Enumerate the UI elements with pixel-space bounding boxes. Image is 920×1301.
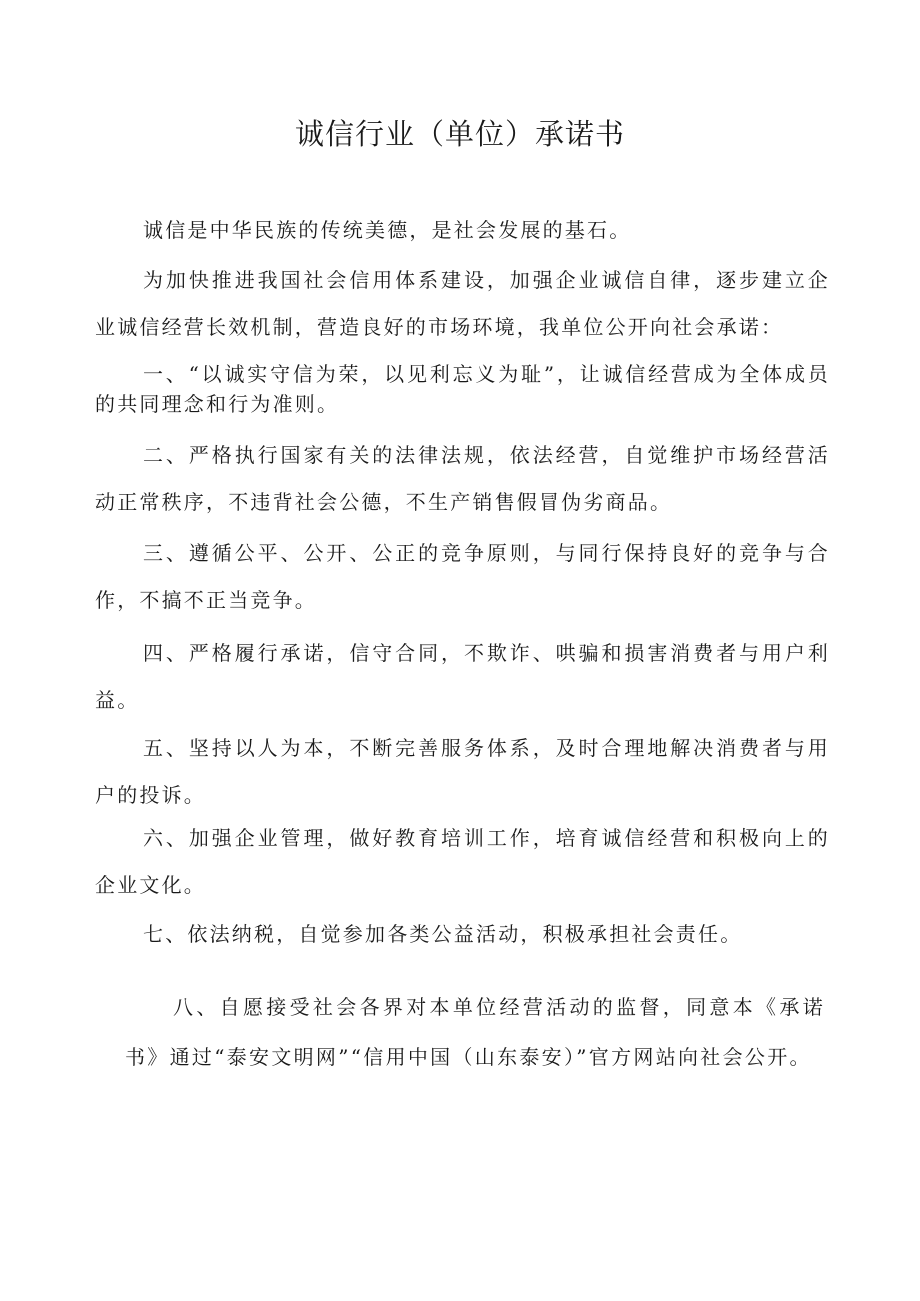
commitment-item-3: 三、遵循公平、公开、公正的竞争原则，与同行保持良好的竞争与合作，不搞不正当竞争。 <box>95 541 830 612</box>
commitment-item-2: 二、严格执行国家有关的法律法规，依法经营，自觉维护市场经营活动正常秩序，不违背社会公德，不生产销售假冒伪劣商品。 <box>95 443 830 514</box>
commitment-item-6: 六、加强企业管理，做好教育培训工作，培育诚信经营和积极向上的企业文化。 <box>95 826 830 897</box>
commitment-item-7: 七、依法纳税，自觉参加各类公益活动，积极承担社会责任。 <box>143 922 743 946</box>
commitment-item-5: 五、坚持以人为本，不断完善服务体系，及时合理地解决消费者与用户的投诉。 <box>95 736 830 807</box>
intro-paragraph-1: 诚信是中华民族的传统美德，是社会发展的基石。 <box>143 218 632 242</box>
document-title: 诚信行业（单位）承诺书 <box>294 117 625 151</box>
commitment-item-8: 八、自愿接受社会各界对本单位经营活动的监督，同意本《承诺书》通过“泰安文明网”“信用中国（山东泰安）”官方网站向社会公开。 <box>125 995 825 1069</box>
commitment-item-4: 四、严格履行承诺，信守合同，不欺诈、哄骗和损害消费者与用户利益。 <box>95 641 830 712</box>
commitment-item-1: 一、“以诚实守信为荣，以见利忘义为耻”，让诚信经营成为全体成员的共同理念和行为准则。 <box>95 362 830 416</box>
intro-paragraph-2: 为加快推进我国社会信用体系建设，加强企业诚信自律，逐步建立企业诚信经营长效机制，营造良好的市场环境，我单位公开向社会承诺： <box>95 268 830 339</box>
